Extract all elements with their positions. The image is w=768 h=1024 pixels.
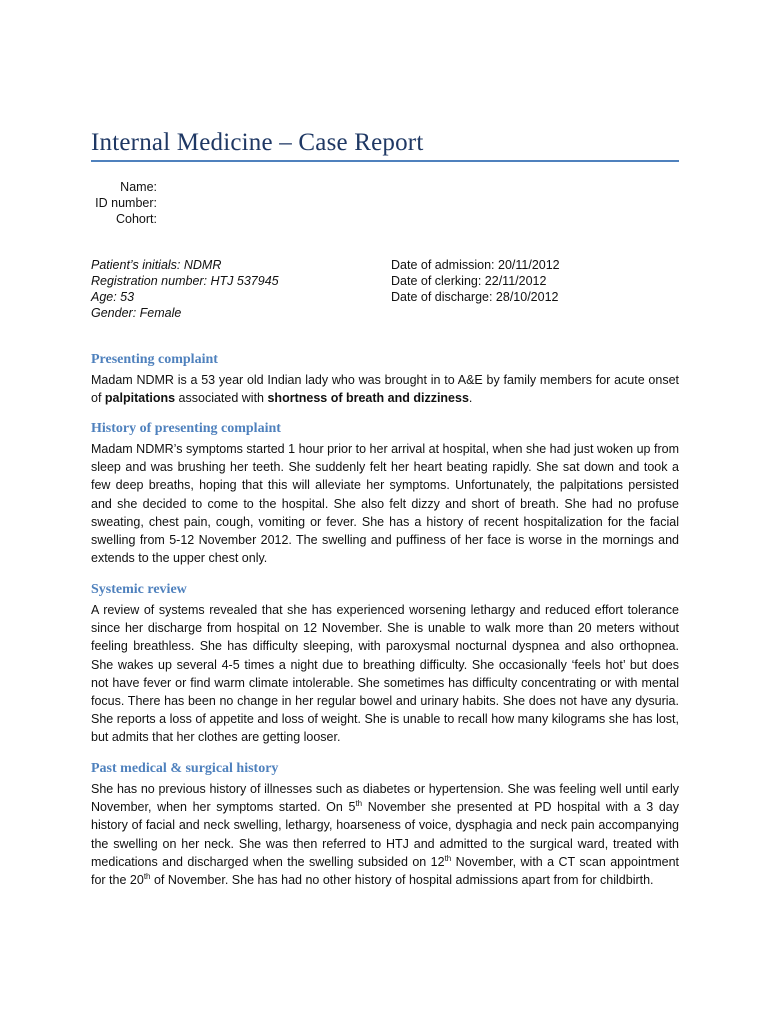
- patient-details: [91, 257, 381, 321]
- patient-age: Age: 53: [91, 290, 135, 304]
- section-body: A review of systems revealed that she has experienced worsening lethargy and reduced effort tolerance since her discharge from hospital on 12 November. She is unable to walk more than 20 meters without feeling breathless. She has difficulty sleeping, with paroxysmal nocturnal dyspnea and also orthopnea. She wakes up several 4-5 times a night due to breathing difficulty. She occasionally ‘feels hot’ but does not have fever or find warm climate intolerable. She sometimes has difficulty concentrating or with mental focus. There has been no change in her regular bowel and urinary habits. She does not have any dysuria. She reports a loss of appetite and loss of weight. She is unable to recall how many kilograms she has lost, but admits that her clothes are getting looser.: [91, 603, 679, 745]
- section-heading: Past medical & surgical history: [91, 761, 279, 776]
- presenting-complaint-section: [91, 351, 679, 407]
- patient-gender: Gender: Female: [91, 306, 182, 320]
- page-title: Internal Medicine – Case Report: [91, 129, 424, 156]
- admission-dates: [391, 257, 681, 305]
- section-heading: History of presenting complaint: [91, 421, 281, 436]
- date-of-discharge: Date of discharge: 28/10/2012: [391, 290, 559, 304]
- section-heading: Presenting complaint: [91, 352, 218, 367]
- section-heading: Systemic review: [91, 582, 187, 597]
- history-section: [91, 420, 679, 567]
- title-divider: [91, 160, 679, 162]
- registration-number: Registration number: HTJ 537945: [91, 274, 279, 288]
- student-fields: [91, 179, 157, 227]
- patient-initials: Patient’s initials: NDMR: [91, 258, 222, 272]
- past-history-section: [91, 760, 679, 889]
- date-of-clerking: Date of clerking: 22/11/2012: [391, 274, 547, 288]
- systemic-review-section: [91, 581, 679, 747]
- cohort-field-label: Cohort:: [116, 212, 157, 226]
- name-field-label: Name:: [120, 180, 157, 194]
- section-body: She has no previous history of illnesses such as diabetes or hypertension. She was feeling well until early November, when her symptoms started. On 5th November she presented at PD hospital with a 3 day history of facial and neck swelling, lethargy, hoarseness of voice, dysphagia and neck pain accompanying the swelling on her neck. She was then referred to HTJ and admitted to the surgical ward, treated with medications and discharged when the swelling subsided on 12th November, with a CT scan appointment for the 20th of November. She has had no other history of hospital admissions apart from for childbirth.: [91, 782, 679, 888]
- section-body: Madam NDMR’s symptoms started 1 hour prior to her arrival at hospital, when she had just woken up from sleep and was brushing her teeth. She suddenly felt her heart beating rapidly. She sat down and took a few deep breaths, hoping that this will alleviate her symptoms. Unfortunately, the palpitations persisted and she decided to come to the hospital. She also felt dizzy and short of breath. She had no profuse sweating, chest pain, cough, vomiting or fever. She has a history of recent hospitalization for the facial swelling from 5-12 November 2012. The swelling and puffiness of her face is worse in the mornings and extends to the upper chest only.: [91, 442, 679, 566]
- date-of-admission: Date of admission: 20/11/2012: [391, 258, 560, 272]
- id-number-field-label: ID number:: [95, 196, 157, 210]
- section-body: Madam NDMR is a 53 year old Indian lady who was brought in to A&E by family members for acute onset of palpitations associated with shortness of breath and dizziness.: [91, 373, 679, 406]
